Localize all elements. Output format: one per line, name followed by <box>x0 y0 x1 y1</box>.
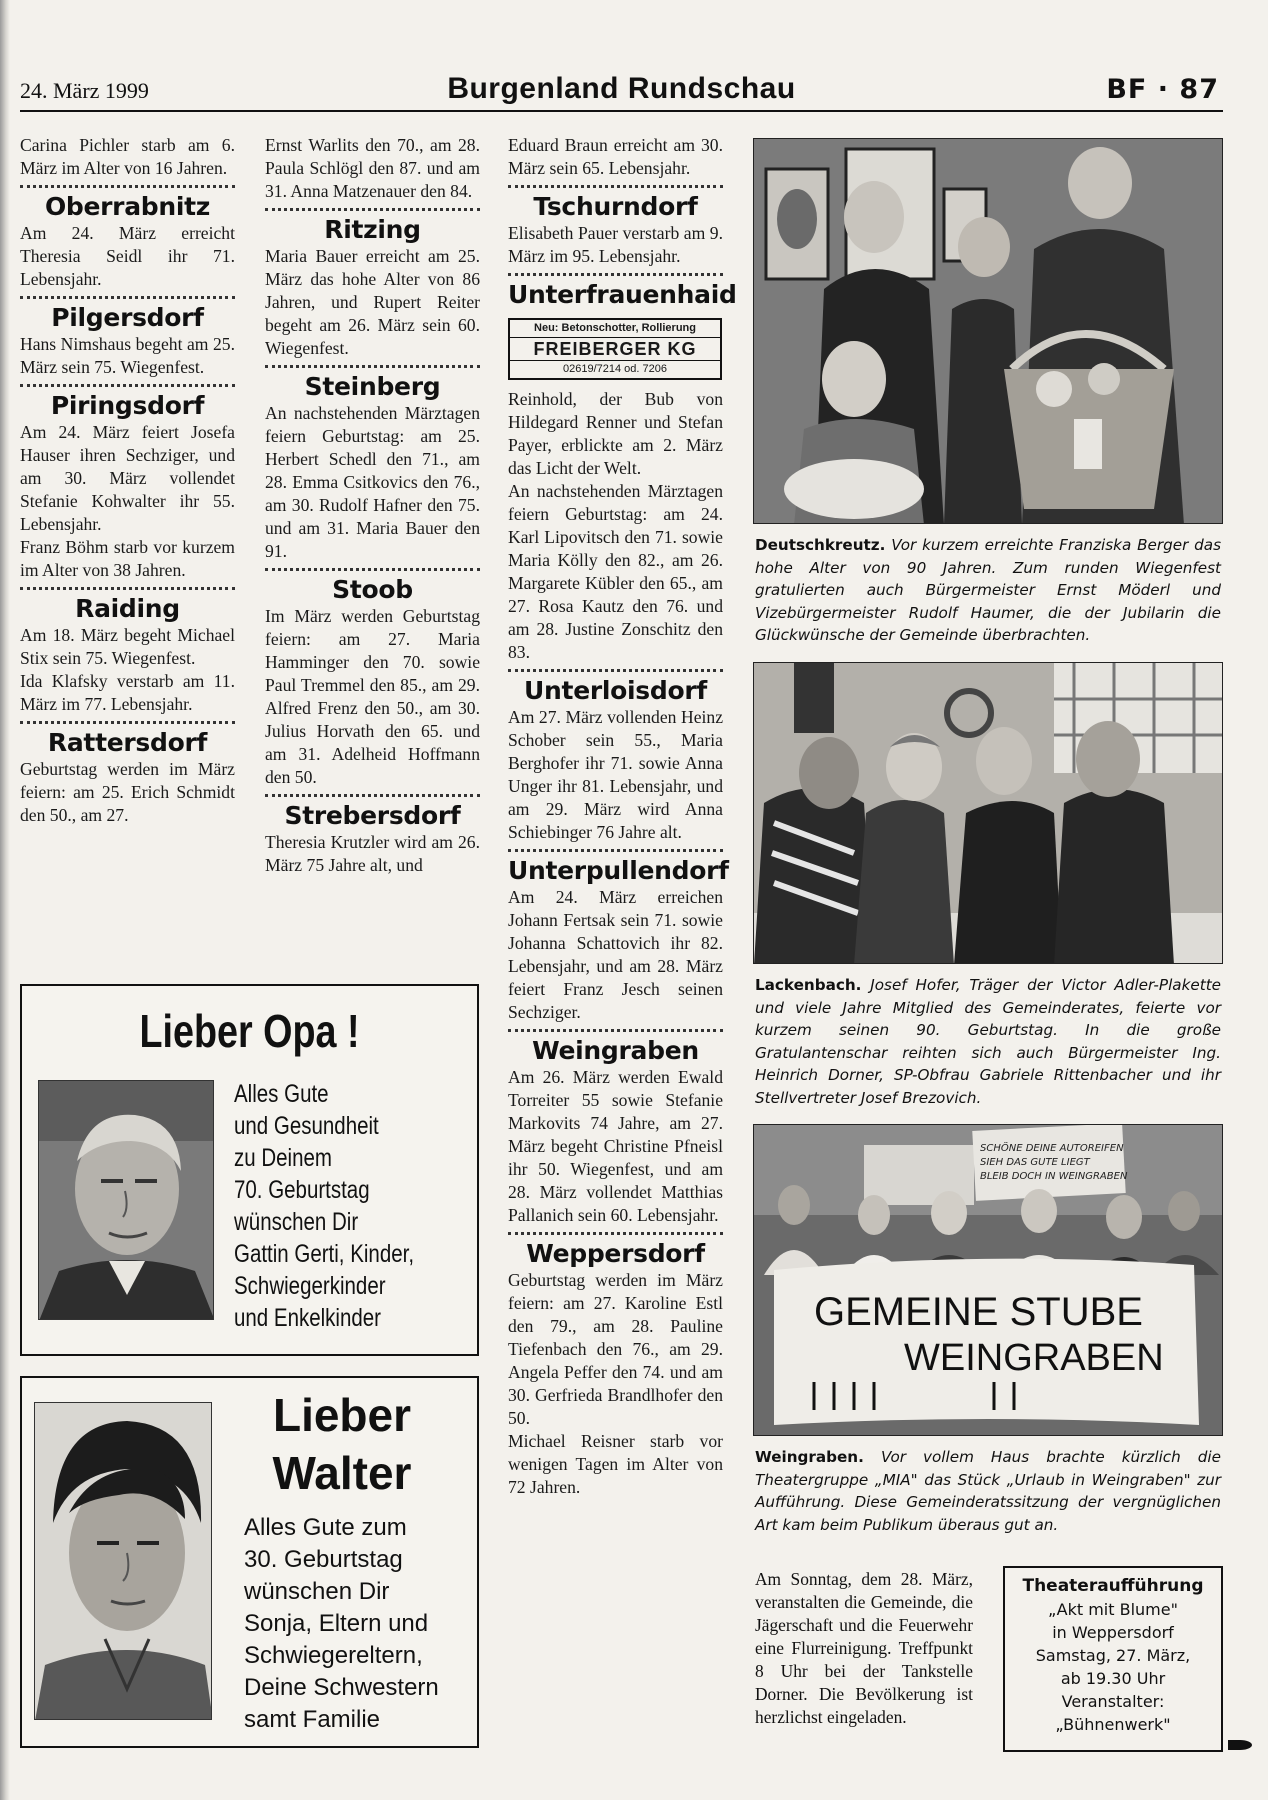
article-text: Franz Böhm starb vor kurzem im Alter von 38 Jahren. <box>20 537 235 580</box>
portrait-photo-young-man <box>34 1402 212 1720</box>
title-line: Lieber <box>272 1389 412 1441</box>
dotted-divider <box>508 669 723 673</box>
greeting-title: Lieber Opa ! <box>139 1005 360 1057</box>
article-text: An nachstehenden Märztagen feiern Geburtstag: am 25. Herbert Schedl den 71., am 28. Emma Csitkovics den 76., am 30. Rudolf Hafner den 75. und am 31. Maria Bauer den 91. <box>265 403 480 561</box>
page-number: BF · 87 <box>1106 74 1219 105</box>
message-line: Alles Gute <box>234 1080 329 1108</box>
theater-line: „Bühnenwerk" <box>1055 1715 1171 1734</box>
greeting-message <box>234 1078 423 1334</box>
message-line: Schwiegerkinder <box>234 1272 386 1300</box>
section-heading: Rattersdorf <box>47 728 208 757</box>
message-line: und Gesundheit <box>234 1112 379 1140</box>
issue-date: 24. März 1999 <box>20 78 149 103</box>
section-heading: Unterloisdorf <box>524 676 707 705</box>
message-line: Schwiegereltern, <box>244 1642 423 1669</box>
article-text: Ida Klafsky verstarb am 11. März im 77. Lebensjahr. <box>20 671 235 714</box>
message-line: 70. Geburtstag <box>234 1176 370 1204</box>
section-heading: Ritzing <box>324 215 421 244</box>
end-mark <box>1228 1740 1252 1750</box>
article-text: Im März werden Geburtstag feiern: am 27. Maria Hamminger den 70. sowie Paul Tremmel den 85., am 29. Alfred Frenz den 50., am 30. Julius Horvath den 65. und am 31. Adelheid Hoffmann den 50. <box>265 606 480 787</box>
page-header <box>20 68 1223 112</box>
caption-text: Vor kurzem erreichte Franziska Berger das hohe Alter von 90 Jahren. Zum runden Wiegenfest gratulierten auch Bürgermeister Ernst Möderl und Vizebürgermeister Rudolf Haumer, die der Jubilarin die Glückwünsche der Gemeinde überbrachten. <box>755 536 1221 644</box>
notice-text: Am Sonntag, dem 28. März, veranstalten die Gemeinde, die Jägerschaft und die Feuerwehr eine Flurreinigung. Treffpunkt 8 Uhr bei der Tankstelle Dorner. Die Bevölkerung ist herzlichst eingeladen. <box>755 1569 973 1727</box>
caption-text: Josef Hofer, Träger der Victor Adler-Plakette und viele Jahre Mitglied des Gemeinderates, feierte vor kurzem seinen 90. Geburtstag. In die große Gratulantenschar reihten sich auch Bürgermeister Ing. Heinrich Dorner, SP-Obfrau Gabriele Rittenbacher und ihr Stellvertreter Josef Brezovich. <box>755 976 1221 1107</box>
page-binding-edge <box>0 0 10 1800</box>
greeting-message <box>244 1512 474 1736</box>
theater-line: ab 19.30 Uhr <box>1060 1669 1166 1688</box>
caption-text: Vor vollem Haus brachte kürzlich die Theatergruppe „MIA" das Stück „Urlaub in Weingraben" zur Aufführung. Diese Gemeinderatssitzung der vergnüglichen Art kam beim Publikum überaus gut an. <box>755 1448 1221 1534</box>
dotted-divider <box>508 185 723 189</box>
dotted-divider <box>20 185 235 189</box>
article-text: Am 26. März werden Ewald Torreiter 55 sowie Stefanie Markovits 74 Jahre, am 27. März begeht Christine Pfneisl ihr 50. Wiegenfest, und am 28. März vollendet Matthias Pallanich sein 60. Lebensjahr. <box>508 1067 723 1225</box>
section-heading: Unterfrauenhaid <box>508 280 737 309</box>
article-text: Theresia Krutzler wird am 26. März 75 Jahre alt, und <box>265 832 480 875</box>
photo-caption <box>755 974 1221 1109</box>
wall-sign-text: SCHÖNE DEINE AUTOREIFEN SIEH DAS GUTE LIEGT BLEIB DOCH IN WEINGRABEN <box>980 1143 1128 1182</box>
section-heading: Raiding <box>75 594 180 623</box>
newspaper-title: Burgenland Rundschau <box>447 72 796 105</box>
ad-tagline: Neu: Betonschotter, Rollierung <box>510 320 720 338</box>
section-heading: Weppersdorf <box>526 1239 705 1268</box>
article-text: Am 24. März erreicht Theresia Seidl ihr 71. Lebensjahr. <box>20 223 235 289</box>
theater-line: „Akt mit Blume" <box>1048 1600 1178 1619</box>
ad-phone: 02619/7214 od. 7206 <box>510 360 720 378</box>
article-text: Geburtstag werden im März feiern: am 25. Erich Schmidt den 50., am 27. <box>20 759 235 825</box>
message-line: 30. Geburtstag <box>244 1546 403 1573</box>
section-heading: Steinberg <box>304 372 441 401</box>
caption-place: Lackenbach. <box>755 976 862 994</box>
caption-place: Weingraben. <box>755 1448 864 1466</box>
message-line: Gattin Gerti, Kinder, <box>234 1240 415 1268</box>
article-text: Am 24. März feiert Josefa Hauser ihren Sechziger, und am 30. März vollendet Stefanie Kohwalter ihr 55. Lebensjahr. <box>20 422 235 534</box>
article-text: Elisabeth Pauer verstarb am 9. März im 95. Lebensjahr. <box>508 223 723 266</box>
section-heading: Stoob <box>332 575 413 604</box>
article-text: Ernst Warlits den 70., am 28. Paula Schlögl den 87. und am 31. Anna Matzenauer den 84. <box>265 135 480 201</box>
greeting-ad-walter <box>20 1376 479 1748</box>
dotted-divider <box>20 296 235 300</box>
section-heading: Unterpullendorf <box>508 856 729 885</box>
theater-line: Samstag, 27. März, <box>1035 1646 1191 1665</box>
title-line: Walter <box>272 1447 412 1499</box>
ad-company: FREIBERGER KG <box>533 339 697 359</box>
message-line: Alles Gute zum <box>244 1514 407 1541</box>
banner-line-1: GEMEINE STUBE <box>814 1290 1143 1334</box>
theater-line: in Weppersdorf <box>1052 1623 1174 1642</box>
column-2 <box>265 134 480 877</box>
message-line: wünschen Dir <box>234 1208 359 1236</box>
section-heading: Weingraben <box>532 1036 699 1065</box>
section-heading: Oberrabnitz <box>44 192 211 221</box>
theater-line: Veranstalter: <box>1061 1692 1165 1711</box>
business-advertisement <box>508 318 722 380</box>
section-heading: Piringsdorf <box>50 391 205 420</box>
message-line: wünschen Dir <box>244 1578 390 1605</box>
dotted-divider <box>508 849 723 853</box>
article-text: Carina Pichler starb am 6. März im Alter von 16 Jahren. <box>20 135 235 178</box>
photo-weingraben <box>753 1124 1223 1436</box>
theater-announcement-box <box>1003 1566 1223 1752</box>
column-3 <box>508 134 737 1499</box>
dotted-divider <box>265 365 480 369</box>
message-line: zu Deinem <box>234 1144 332 1172</box>
message-line: Sonja, Eltern und <box>244 1610 429 1637</box>
article-text: Hans Nimshaus begeht am 25. März sein 75. Wiegenfest. <box>20 334 235 377</box>
caption-place: Deutschkreutz. <box>755 536 886 554</box>
article-text: Michael Reisner starb vor wenigen Tagen im Alter von 72 Jahren. <box>508 1431 723 1497</box>
section-heading: Pilgersdorf <box>51 303 204 332</box>
article-text: Eduard Braun erreicht am 30. März sein 65. Lebensjahr. <box>508 135 723 178</box>
article-text: Maria Bauer erreicht am 25. März das hohe Alter von 86 Jahren, und Rupert Reiter begeht am 26. März sein 60. Wiegenfest. <box>265 246 480 358</box>
section-heading: Strebersdorf <box>284 801 461 830</box>
dotted-divider <box>20 384 235 388</box>
dotted-divider <box>265 568 480 572</box>
article-text: Am 18. März begeht Michael Stix sein 75. Wiegenfest. <box>20 625 235 668</box>
photo-lackenbach <box>753 662 1223 964</box>
dotted-divider <box>508 1232 723 1236</box>
dotted-divider <box>508 1029 723 1033</box>
article-text: Reinhold, der Bub von Hildegard Renner und Stefan Payer, erblickte am 2. März das Licht der Welt. <box>508 389 723 478</box>
dotted-divider <box>20 721 235 725</box>
greeting-title <box>222 1386 462 1502</box>
theater-title: Theateraufführung <box>1022 1576 1204 1596</box>
article-text: An nachstehenden Märztagen feiern Geburtstag: am 24. Karl Lipovitsch den 71. sowie Maria Kölly den 82., am 26. Margarete Kübler den 65., am 27. Rosa Kautz den 76. und am 28. Justine Zonschitz den 83. <box>508 481 723 662</box>
dotted-divider <box>508 273 723 277</box>
message-line: Deine Schwestern <box>244 1674 439 1701</box>
article-text: Am 24. März erreichen Johann Fertsak sein 71. sowie Johanna Schattovich ihr 82. Lebensjahr, und am 28. März feiert Franz Jesch seinen Sechziger. <box>508 887 723 1022</box>
article-text: Geburtstag werden im März feiern: am 27. Karoline Estl den 79., am 28. Pauline Tiefenbach den 76., am 29. Angela Peffer den 74. und am 30. Gerfrieda Brandlhofer den 50. <box>508 1270 723 1428</box>
portrait-photo-elderly-man <box>38 1080 214 1320</box>
dotted-divider <box>20 587 235 591</box>
message-line: und Enkelkinder <box>234 1304 382 1332</box>
dotted-divider <box>265 794 480 798</box>
message-line: samt Familie <box>244 1706 381 1733</box>
greeting-ad-opa <box>20 984 479 1356</box>
dotted-divider <box>265 208 480 212</box>
photo-caption <box>755 1446 1221 1536</box>
article-text: Am 27. März vollenden Heinz Schober sein 55., Maria Berghofer ihr 71. sowie Anna Unger ihr 81. Lebensjahr, und am 29. März wird Anna Schiebinger 76 Jahre alt. <box>508 707 723 842</box>
photo-caption <box>755 534 1221 647</box>
photo-deutschkreutz <box>753 138 1223 524</box>
column-1 <box>20 134 235 827</box>
section-heading: Tschurndorf <box>533 192 698 221</box>
banner-line-2: WEINGRABEN <box>904 1337 1164 1379</box>
